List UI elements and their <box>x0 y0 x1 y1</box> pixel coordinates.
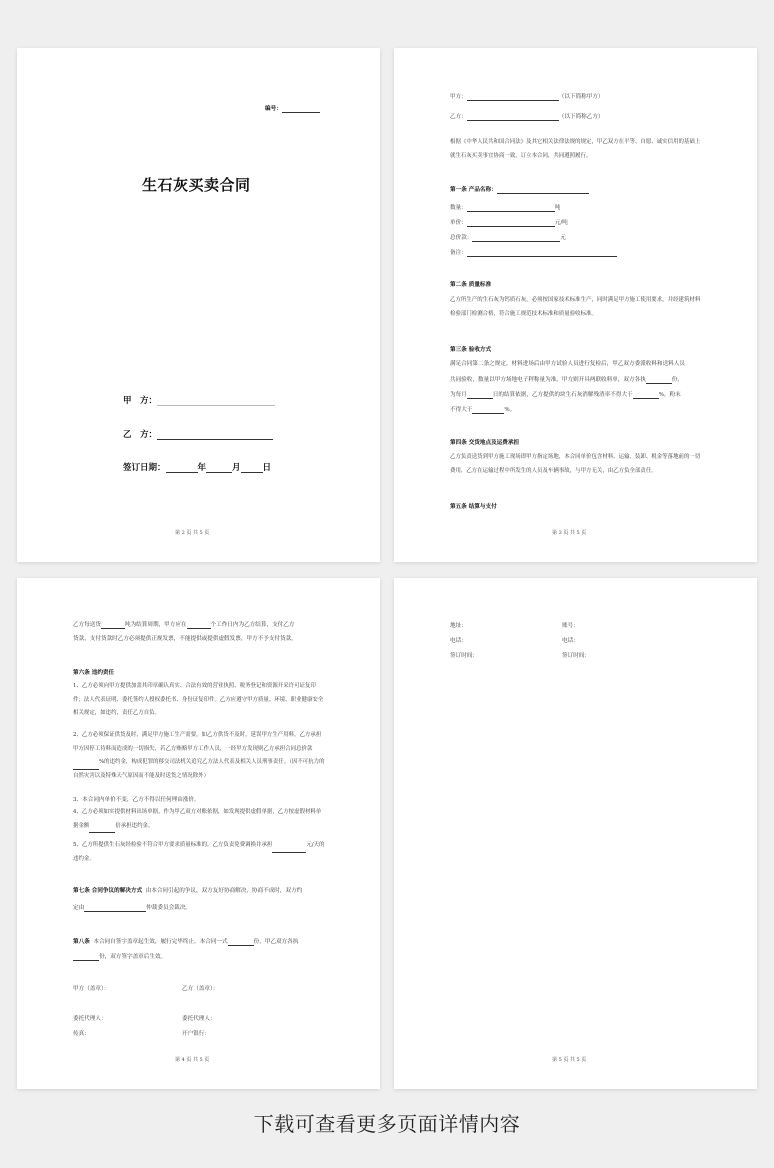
article-5-title: 第五条 结算与支付 <box>450 504 497 510</box>
party-b-agent: 委托代理人： <box>182 1016 216 1022</box>
page-footer: 第 5 页 共 5 页 <box>552 1057 587 1063</box>
download-more-caption[interactable]: 下载可查看更多页面详情内容 <box>253 1112 521 1136</box>
page-footer: 第 3 页 共 5 页 <box>552 530 587 536</box>
article-4-text: 乙方负责送货到甲方施工现场即甲方指定场地，本合同单价包含材料、运输、装卸、税金等落地前的一切费用，乙方在运输过程中所发生的人员及车辆事故，与甲方无关，由乙方负全部责任。 <box>450 454 701 474</box>
party-a-seal: 甲方（盖章）： <box>73 986 110 992</box>
fax-field: 传真： <box>73 1031 90 1037</box>
bank-field: 开户银行： <box>182 1031 210 1037</box>
contract-page-5 <box>394 578 757 1089</box>
party-b-seal: 乙方（盖章）： <box>182 986 219 992</box>
article-8-line-2: 份，双方签字盖章后生效。 <box>73 952 166 961</box>
party-a-line: 甲方： （以下简称甲方） <box>450 94 604 100</box>
sign-time-a-field: 签订时间： <box>450 653 478 659</box>
contract-title: 生石灰买卖合同 <box>142 176 251 194</box>
article-2-text: 乙方所生产的生石灰为钙质石灰，必须按国家技术标准生产，同时满足甲方施工使用要求，并经建筑材料检验部门检测合格，符合施工规范技术标准和质量验收标准。 <box>450 297 701 317</box>
article-2-title: 第二条 质量标准 <box>450 282 492 288</box>
intro-paragraph: 根据《中华人民共和国合同法》及其它相关法律法规的规定，甲乙双方在平等、自愿、诚实信用的基础上就生石灰买卖事宜协商一致，订立本合同，共同遵照履行。 <box>450 139 701 159</box>
sign-date-field: 签订日期： 年 月 日 <box>123 463 272 473</box>
article-3-line-2: 共同验收，数量以甲方场地电子秤称量为准，甲方则开具两联收料单，双方各执 份， <box>450 377 683 383</box>
article-6-item-3: 3、本合同内单价不变，乙方不得以任何理由涨价。 <box>73 797 200 803</box>
article-6-item-5: 5、乙方所提供生石灰经检验不符合甲方要求质量标准的，乙方负责免费调换并承担 元/天的违约金。 <box>73 842 325 862</box>
article-6-item-1: 1、乙方必须向甲方提供加盖其印章确认真实、合法有效的营业执照、税务登记和资源开采许可证复印件；法人代表证明、委托签约人授权委托书、身份证复印件。乙方应遵守甲方质量、环境、职业健康安全相关规定，如违约，责任乙方自负。 <box>73 683 324 716</box>
quantity-line: 数量： 吨 <box>450 205 561 211</box>
total-price-line: 总价款： 元 <box>450 235 566 241</box>
contract-page-3 <box>394 48 757 562</box>
page-footer: 第 4 页 共 5 页 <box>175 1057 210 1063</box>
contract-number: 编号： <box>265 104 320 113</box>
article-4-title: 第四条 交货地点及运费承担 <box>450 440 520 446</box>
article-6-item-4: 4、乙方必须如实提供材料出场单据，作为甲乙双方对账依据，如发现提供虚假单据，乙方按虚假材料单据金额 倍承担违约金。 <box>73 806 325 833</box>
article-8-line-1: 第八条 本合同自签字盖章起生效，履行完毕终止。本合同一式 份，甲乙双方各执 <box>73 939 299 945</box>
contract-cover-page <box>17 48 380 562</box>
page-footer: 第 2 页 共 5 页 <box>175 530 210 536</box>
article-3-line-1: 满足合同第二条之规定，材料进场后由甲方试验人员进行复检后，甲乙双方委派收料和送料人员 <box>450 361 685 367</box>
article-7-line-1: 第七条 合同争议的解决方式 由本合同引起的争议，双方友好协商解决，协商不成时，双方约 <box>73 888 303 894</box>
sign-time-b-field: 签订时间： <box>562 653 590 659</box>
payment-line-1: 乙方每送货 吨为结算周期，甲方应在 个工作日内为乙方结算，支付乙方 <box>73 622 295 628</box>
article-3-line-4: 不得大于 %。 <box>450 407 516 413</box>
phone-a-field: 电话： <box>450 638 467 644</box>
unit-price-line: 单价： 元/吨 <box>450 220 568 226</box>
remark-line: 备注： <box>450 248 617 257</box>
party-a-field: 甲 方： <box>123 394 275 406</box>
party-a-agent: 委托代理人： <box>73 1016 107 1022</box>
article-7-line-2: 定由 仲裁委员会裁决。 <box>73 905 191 911</box>
contract-page-4 <box>17 578 380 1089</box>
article-6-title: 第六条 违约责任 <box>73 670 115 676</box>
address-field: 地址： <box>450 623 467 629</box>
account-field: 账号： <box>562 623 579 629</box>
phone-b-field: 电话： <box>562 638 579 644</box>
article-3-line-3: 为每月 日的结算依据，乙方提供的块生石灰消解残渣率不得大于 %，粉末 <box>450 392 681 398</box>
article-6-item-2: 2、乙方必须保证供货及时，满足甲方施工生产需要，如乙方供货不及时，延误甲方生产用料，乙方承担甲方因停工待料而造成的一切损失，若乙方贿赂甲方工作人员，一经甲方发现则乙方承担合同总价款%的违约金，构成犯罪的移交司法机关追究乙方法人代表及相关人员刑事责任。（因不可抗力的自然灾害以及特殊天气原因而不能及时送货之情况除外） <box>73 732 325 779</box>
party-b-line: 乙方： （以下简称乙方） <box>450 114 604 120</box>
party-b-field: 乙 方： <box>123 428 273 440</box>
article-3-title: 第三条 验收方式 <box>450 347 492 353</box>
article-1-title: 第一条 产品名称： <box>450 185 589 194</box>
payment-line-2: 货款，支付货款时乙方必须提供正规发票，不能提供或提供虚假发票，甲方不予支付货款。 <box>73 636 297 642</box>
